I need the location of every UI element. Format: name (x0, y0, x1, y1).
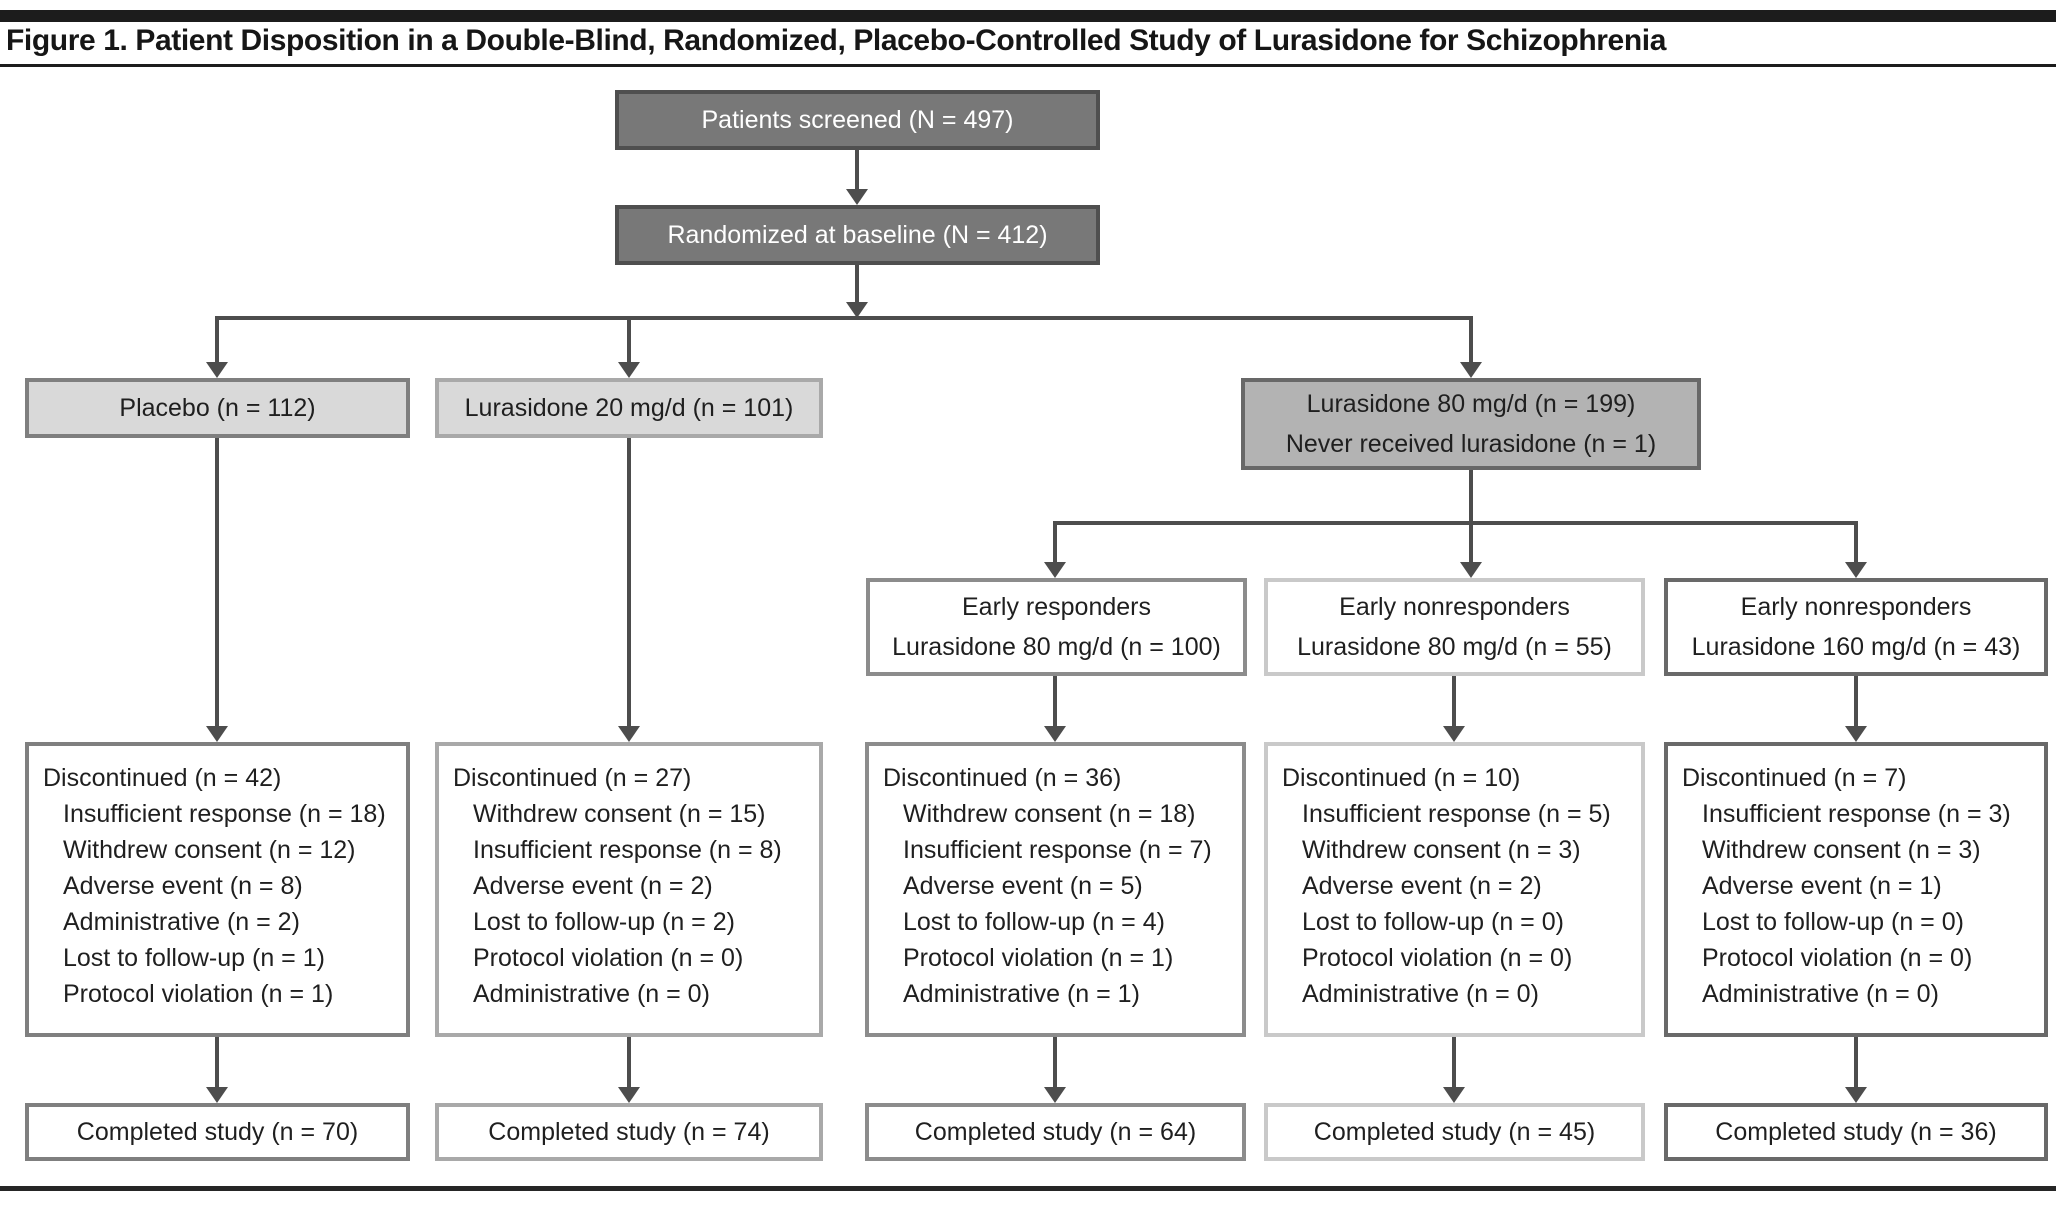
arrowhead (206, 1087, 228, 1103)
arm-placebo-label: Placebo (n = 112) (119, 394, 316, 422)
top-rule (0, 10, 2056, 22)
discontinued-reason: Protocol violation (n = 0) (473, 944, 744, 972)
discontinued-box-early-responders (865, 742, 1246, 1037)
discontinued-reason: Administrative (n = 2) (63, 908, 300, 936)
arrowhead (1460, 362, 1482, 378)
discontinued-reason: Protocol violation (n = 1) (903, 944, 1174, 972)
discontinued-reason: Adverse event (n = 2) (473, 872, 713, 900)
completed-label: Completed study (n = 74) (488, 1118, 770, 1146)
discontinued-reason: Insufficient response (n = 18) (63, 800, 386, 828)
completed-box-early-responders (865, 1103, 1246, 1161)
subgroup-early-nonresponders160-box (1664, 578, 2048, 676)
discontinued-reason: Adverse event (n = 5) (903, 872, 1143, 900)
randomized-box (615, 205, 1100, 265)
arm-lurasidone80-line2: Never received lurasidone (n = 1) (1285, 430, 1657, 458)
discontinued-reason: Administrative (n = 0) (473, 980, 710, 1008)
discontinued-reason: Lost to follow-up (n = 0) (1702, 908, 1964, 936)
patients-screened-label: Patients screened (N = 497) (701, 106, 1014, 134)
discontinued-reason: Protocol violation (n = 1) (63, 980, 334, 1008)
title-underline-rule (0, 64, 2056, 67)
subgroup-early-nonresponders160-line2: Lurasidone 160 mg/d (n = 43) (1691, 633, 2021, 661)
completed-label: Completed study (n = 70) (76, 1118, 359, 1146)
arrowhead (1443, 1087, 1465, 1103)
arrowhead (206, 726, 228, 742)
discontinued-reason: Adverse event (n = 1) (1702, 872, 1942, 900)
discontinued-header: Discontinued (n = 36) (883, 764, 1122, 792)
subgroup-early-nonresponders80-line1: Early nonresponders (1339, 593, 1570, 621)
subgroup-early-responders-line2: Lurasidone 80 mg/d (n = 100) (892, 633, 1221, 661)
arrowhead (1845, 562, 1867, 578)
discontinued-reason: Withdrew consent (n = 3) (1702, 836, 1981, 864)
arrowhead (618, 1087, 640, 1103)
discontinued-reason: Lost to follow-up (n = 4) (903, 908, 1165, 936)
discontinued-reason: Protocol violation (n = 0) (1702, 944, 1973, 972)
completed-label: Completed study (n = 64) (914, 1118, 1197, 1146)
arrowhead (846, 189, 868, 205)
arrowhead (1044, 562, 1066, 578)
randomized-label: Randomized at baseline (N = 412) (667, 221, 1048, 249)
arm-lurasidone20-label: Lurasidone 20 mg/d (n = 101) (464, 394, 794, 422)
discontinued-reason: Adverse event (n = 8) (63, 872, 303, 900)
discontinued-box-early-nonresponders80 (1264, 742, 1645, 1037)
subgroup-early-nonresponders80-line2: Lurasidone 80 mg/d (n = 55) (1297, 633, 1612, 661)
completed-box-early-nonresponders80 (1264, 1103, 1645, 1161)
subgroup-early-nonresponders80-box (1264, 578, 1645, 676)
completed-box-lurasidone20 (435, 1103, 823, 1161)
arrowhead (1845, 1087, 1867, 1103)
discontinued-reason: Withdrew consent (n = 18) (903, 800, 1196, 828)
discontinued-reason: Lost to follow-up (n = 2) (473, 908, 735, 936)
discontinued-reason: Lost to follow-up (n = 0) (1302, 908, 1564, 936)
discontinued-reason: Withdrew consent (n = 3) (1302, 836, 1581, 864)
discontinued-reason: Insufficient response (n = 5) (1302, 800, 1611, 828)
arrowhead (1460, 562, 1482, 578)
completed-box-early-nonresponders160 (1664, 1103, 2048, 1161)
arrowhead (1044, 1087, 1066, 1103)
subgroup-early-responders-line1: Early responders (962, 593, 1151, 621)
discontinued-header: Discontinued (n = 7) (1682, 764, 1907, 792)
figure-title: Figure 1. Patient Disposition in a Double-Blind, Randomized, Placebo-Controlled Study of Lurasidone for Schizophrenia (6, 24, 1666, 57)
discontinued-reason: Withdrew consent (n = 15) (473, 800, 766, 828)
discontinued-box-placebo (25, 742, 410, 1037)
arrowhead (1044, 726, 1066, 742)
discontinued-reason: Administrative (n = 0) (1702, 980, 1939, 1008)
arm-lurasidone80-box (1241, 378, 1701, 470)
arrowhead (618, 362, 640, 378)
discontinued-reason: Insufficient response (n = 7) (903, 836, 1212, 864)
arm-placebo-box (25, 378, 410, 438)
discontinued-header: Discontinued (n = 42) (43, 764, 282, 792)
discontinued-reason: Administrative (n = 1) (903, 980, 1140, 1008)
arm-lurasidone80-line1: Lurasidone 80 mg/d (n = 199) (1306, 390, 1636, 418)
discontinued-reason: Insufficient response (n = 8) (473, 836, 782, 864)
arrowhead (206, 362, 228, 378)
arrowhead (1443, 726, 1465, 742)
completed-label: Completed study (n = 36) (1715, 1118, 1997, 1146)
patients-screened-box (615, 90, 1100, 150)
discontinued-reason: Protocol violation (n = 0) (1302, 944, 1573, 972)
discontinued-header: Discontinued (n = 27) (453, 764, 692, 792)
discontinued-reason: Withdrew consent (n = 12) (63, 836, 356, 864)
discontinued-header: Discontinued (n = 10) (1282, 764, 1521, 792)
arrowhead (846, 302, 868, 318)
completed-box-placebo (25, 1103, 410, 1161)
subgroup-early-nonresponders160-line1: Early nonresponders (1740, 593, 1972, 621)
discontinued-box-early-nonresponders160 (1664, 742, 2048, 1037)
discontinued-reason: Administrative (n = 0) (1302, 980, 1539, 1008)
arm-lurasidone20-box (435, 378, 823, 438)
discontinued-reason: Insufficient response (n = 3) (1702, 800, 2011, 828)
completed-label: Completed study (n = 45) (1313, 1118, 1596, 1146)
discontinued-reason: Lost to follow-up (n = 1) (63, 944, 325, 972)
arrowhead (618, 726, 640, 742)
discontinued-reason: Adverse event (n = 2) (1302, 872, 1542, 900)
arrowhead (1845, 726, 1867, 742)
discontinued-box-lurasidone20 (435, 742, 823, 1037)
subgroup-early-responders-box (866, 578, 1247, 676)
bottom-rule (0, 1186, 2056, 1191)
